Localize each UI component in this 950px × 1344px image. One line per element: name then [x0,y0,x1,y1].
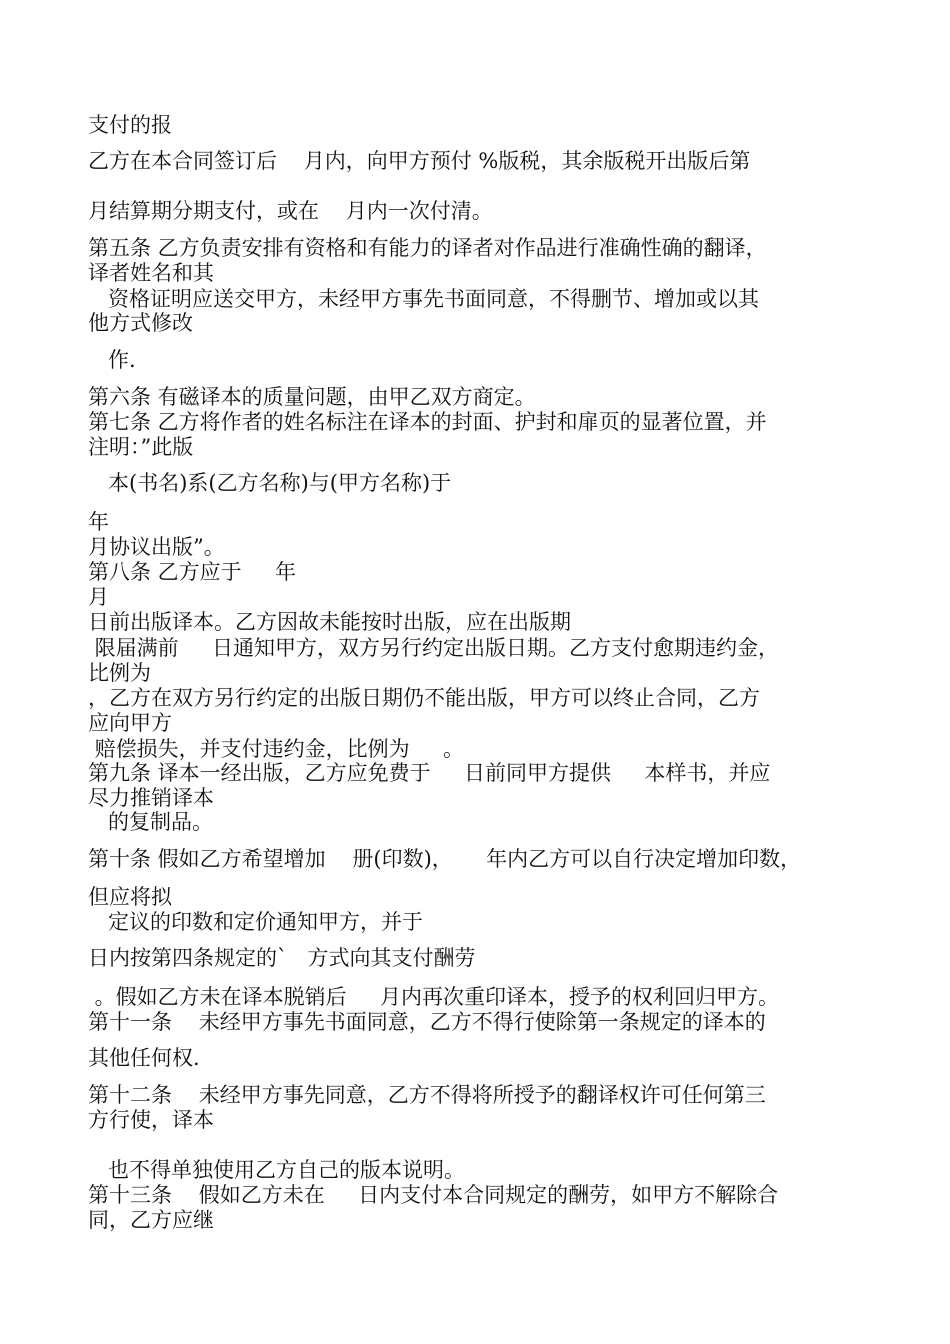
text-line: 月协议出版”。 [88,535,225,559]
text-line: 。假如乙方未在译本脱销后 月内再次重印译本，授予的权利回归甲方。 [88,985,780,1009]
text-line: 的复制品。 [88,810,214,834]
text-line: 第十条 假如乙方希望增加 册(印数)， 年内乙方可以自行决定增加印数， [88,847,802,871]
text-line: 第十一条 未经甲方事先书面同意，乙方不得行使除第一条规定的译本的 [88,1010,766,1034]
text-line: 本(书名)系(乙方名称)与(甲方名称)于 [88,471,452,495]
text-line: 也不得单独使用乙方自己的版本说明。 [88,1158,466,1182]
text-line: 第八条 乙方应于 年 [88,560,297,584]
text-line: 定议的印数和定价通知甲方，并于 [88,910,424,934]
text-line: 作. [88,348,136,372]
text-line: 赔偿损失，并支付违约金，比例为 。 [88,737,465,761]
text-line: 但应将拟 [88,885,172,909]
text-line: 支付的报 [88,113,172,137]
text-line: 其他任何权. [88,1046,200,1070]
text-line: ，乙方在双方另行约定的出版日期仍不能出版，甲方可以终止合同，乙方 [88,686,760,710]
text-line: 月 [88,585,109,609]
text-line: 比例为 [88,661,151,685]
text-line: 译者姓名和其 [88,261,214,285]
text-line: 第五条 乙方负责安排有资格和有能力的译者对作品进行准确性确的翻译， [88,236,767,260]
text-line: 第十三条 假如乙方未在 日内支付本合同规定的酬劳，如甲方不解除合 [88,1183,779,1207]
text-line: 日内按第四条规定的` 方式向其支付酬劳 [88,946,476,970]
text-line: 尽力推销译本 [88,786,214,810]
text-line: 他方式修改 [88,311,193,335]
text-line: 限届满前 日通知甲方，双方另行约定出版日期。乙方支付愈期违约金， [88,636,780,660]
text-line: 乙方在本合同签订后 月内，向甲方预付 %版税，其余版税开出版后第 [88,149,751,173]
text-line: 年 [88,510,109,534]
text-line: 应向甲方 [88,711,172,735]
text-line: 第六条 有磁译本的质量问题，由甲乙双方商定。 [88,385,536,409]
text-line: 同，乙方应继 [88,1208,214,1232]
text-line: 资格证明应送交甲方，未经甲方事先书面同意，不得删节、增加或以其 [88,287,760,311]
text-line: 第九条 译本一经出版，乙方应免费于 日前同甲方提供 本样书，并应 [88,761,771,785]
text-line: 第十二条 未经甲方事先同意，乙方不得将所授予的翻译权许可任何第三 [88,1083,766,1107]
text-line: 方行使，译本 [88,1108,214,1132]
text-line: 注明：”此版 [88,435,194,459]
text-line: 月结算期分期支付，或在 月内一次付清。 [88,199,493,223]
text-line: 日前出版译本。乙方因故未能按时出版，应在出版期 [88,610,571,634]
text-line: 第七条 乙方将作者的姓名标注在译本的封面、护封和扉页的显著位置，并 [88,410,767,434]
